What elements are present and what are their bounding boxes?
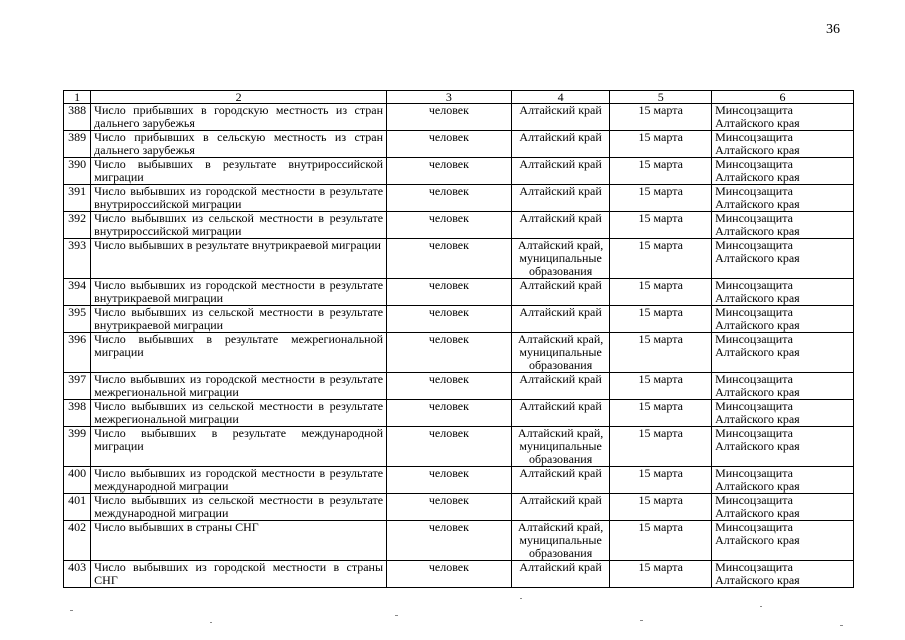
indicator-name-cell: Число выбывших из сельской местности в результате внутрироссийской миграции (91, 212, 387, 239)
responsible-body-cell: Минсоцзащита Алтайского края (712, 279, 854, 306)
unit-of-measure-cell: человек (387, 131, 512, 158)
unit-of-measure-cell: человек (387, 104, 512, 131)
header-cell-5: 5 (610, 91, 712, 104)
deadline-cell: 15 марта (610, 561, 712, 588)
table-row (64, 427, 854, 467)
responsible-body-cell: Минсоцзащита Алтайского края (712, 494, 854, 521)
indicator-name-cell: Число выбывших из сельской местности в результате межрегиональной миграции (91, 400, 387, 427)
deadline-cell: 15 марта (610, 333, 712, 373)
unit-of-measure-cell: человек (387, 333, 512, 373)
row-number-cell: 393 (64, 239, 91, 279)
unit-of-measure-cell: человек (387, 494, 512, 521)
table-row (64, 400, 854, 427)
table-row (64, 521, 854, 561)
header-cell-2: 2 (91, 91, 387, 104)
indicator-name-cell: Число прибывших в городскую местность из стран дальнего зарубежья (91, 104, 387, 131)
deadline-cell: 15 марта (610, 494, 712, 521)
unit-of-measure-cell: человек (387, 561, 512, 588)
row-number-cell: 391 (64, 185, 91, 212)
deadline-cell: 15 марта (610, 427, 712, 467)
data-level-cell: Алтайский край (511, 400, 610, 427)
responsible-body-cell: Минсоцзащита Алтайского края (712, 561, 854, 588)
row-number-cell: 390 (64, 158, 91, 185)
unit-of-measure-cell: человек (387, 185, 512, 212)
indicator-name-cell: Число выбывших в результате внутрироссийской миграции (91, 158, 387, 185)
indicator-name-cell: Число выбывших в результате межрегиональной миграции (91, 333, 387, 373)
table-row (64, 494, 854, 521)
deadline-cell: 15 марта (610, 131, 712, 158)
unit-of-measure-cell: человек (387, 400, 512, 427)
indicator-name-cell: Число выбывших из сельской местности в результате внутрикраевой миграции (91, 306, 387, 333)
table-row (64, 561, 854, 588)
deadline-cell: 15 марта (610, 185, 712, 212)
row-number-cell: 394 (64, 279, 91, 306)
data-level-cell: Алтайский край, муниципальные образования (511, 239, 610, 279)
row-number-cell: 401 (64, 494, 91, 521)
table-header-row (64, 91, 854, 104)
indicator-name-cell: Число выбывших из городской местности в результате международной миграции (91, 467, 387, 494)
responsible-body-cell: Минсоцзащита Алтайского края (712, 373, 854, 400)
indicator-name-cell: Число выбывших в результате внутрикраевой миграции (91, 239, 387, 279)
deadline-cell: 15 марта (610, 400, 712, 427)
unit-of-measure-cell: человек (387, 279, 512, 306)
table-row (64, 306, 854, 333)
row-number-cell: 397 (64, 373, 91, 400)
data-level-cell: Алтайский край (511, 279, 610, 306)
unit-of-measure-cell: человек (387, 239, 512, 279)
page-number: 36 (826, 22, 840, 37)
row-number-cell: 400 (64, 467, 91, 494)
row-number-cell: 395 (64, 306, 91, 333)
data-level-cell: Алтайский край (511, 131, 610, 158)
responsible-body-cell: Минсоцзащита Алтайского края (712, 427, 854, 467)
deadline-cell: 15 марта (610, 306, 712, 333)
responsible-body-cell: Минсоцзащита Алтайского края (712, 212, 854, 239)
data-level-cell: Алтайский край (511, 212, 610, 239)
responsible-body-cell: Минсоцзащита Алтайского края (712, 185, 854, 212)
indicator-name-cell: Число выбывших в результате международной миграции (91, 427, 387, 467)
indicator-table (63, 90, 854, 588)
header-cell-3: 3 (387, 91, 512, 104)
data-level-cell: Алтайский край (511, 185, 610, 212)
row-number-cell: 396 (64, 333, 91, 373)
data-level-cell: Алтайский край (511, 306, 610, 333)
unit-of-measure-cell: человек (387, 521, 512, 561)
table-row (64, 467, 854, 494)
row-number-cell: 388 (64, 104, 91, 131)
responsible-body-cell: Минсоцзащита Алтайского края (712, 333, 854, 373)
table-row (64, 104, 854, 131)
header-cell-4: 4 (511, 91, 610, 104)
indicator-name-cell: Число выбывших из городской местности в результате внутрироссийской миграции (91, 185, 387, 212)
data-level-cell: Алтайский край (511, 158, 610, 185)
responsible-body-cell: Минсоцзащита Алтайского края (712, 400, 854, 427)
indicator-name-cell: Число выбывших из сельской местности в результате международной миграции (91, 494, 387, 521)
data-level-cell: Алтайский край, муниципальные образования (511, 521, 610, 561)
deadline-cell: 15 марта (610, 467, 712, 494)
responsible-body-cell: Минсоцзащита Алтайского края (712, 131, 854, 158)
unit-of-measure-cell: человек (387, 467, 512, 494)
row-number-cell: 399 (64, 427, 91, 467)
unit-of-measure-cell: человек (387, 373, 512, 400)
deadline-cell: 15 марта (610, 104, 712, 131)
data-level-cell: Алтайский край, муниципальные образования (511, 427, 610, 467)
indicator-name-cell: Число выбывших из городской местности в результате межрегиональной миграции (91, 373, 387, 400)
deadline-cell: 15 марта (610, 158, 712, 185)
deadline-cell: 15 марта (610, 373, 712, 400)
row-number-cell: 398 (64, 400, 91, 427)
responsible-body-cell: Минсоцзащита Алтайского края (712, 306, 854, 333)
deadline-cell: 15 марта (610, 212, 712, 239)
responsible-body-cell: Минсоцзащита Алтайского края (712, 158, 854, 185)
indicator-name-cell: Число выбывших из городской местности в страны СНГ (91, 561, 387, 588)
data-level-cell: Алтайский край (511, 467, 610, 494)
table-row (64, 239, 854, 279)
table-row (64, 158, 854, 185)
indicator-name-cell: Число прибывших в сельскую местность из стран дальнего зарубежья (91, 131, 387, 158)
unit-of-measure-cell: человек (387, 306, 512, 333)
data-level-cell: Алтайский край (511, 373, 610, 400)
unit-of-measure-cell: человек (387, 158, 512, 185)
data-level-cell: Алтайский край (511, 104, 610, 131)
indicator-name-cell: Число выбывших из городской местности в результате внутрикраевой миграции (91, 279, 387, 306)
table-row (64, 333, 854, 373)
table-row (64, 131, 854, 158)
responsible-body-cell: Минсоцзащита Алтайского края (712, 239, 854, 279)
responsible-body-cell: Минсоцзащита Алтайского края (712, 521, 854, 561)
table-row (64, 212, 854, 239)
table-row (64, 373, 854, 400)
responsible-body-cell: Минсоцзащита Алтайского края (712, 467, 854, 494)
row-number-cell: 389 (64, 131, 91, 158)
row-number-cell: 392 (64, 212, 91, 239)
data-level-cell: Алтайский край (511, 561, 610, 588)
header-cell-1: 1 (64, 91, 91, 104)
header-cell-6: 6 (712, 91, 854, 104)
table-row (64, 185, 854, 212)
row-number-cell: 403 (64, 561, 91, 588)
deadline-cell: 15 марта (610, 521, 712, 561)
table-row (64, 279, 854, 306)
unit-of-measure-cell: человек (387, 427, 512, 467)
data-level-cell: Алтайский край (511, 494, 610, 521)
deadline-cell: 15 марта (610, 239, 712, 279)
deadline-cell: 15 марта (610, 279, 712, 306)
row-number-cell: 402 (64, 521, 91, 561)
responsible-body-cell: Минсоцзащита Алтайского края (712, 104, 854, 131)
indicator-name-cell: Число выбывших в страны СНГ (91, 521, 387, 561)
unit-of-measure-cell: человек (387, 212, 512, 239)
data-level-cell: Алтайский край, муниципальные образования (511, 333, 610, 373)
